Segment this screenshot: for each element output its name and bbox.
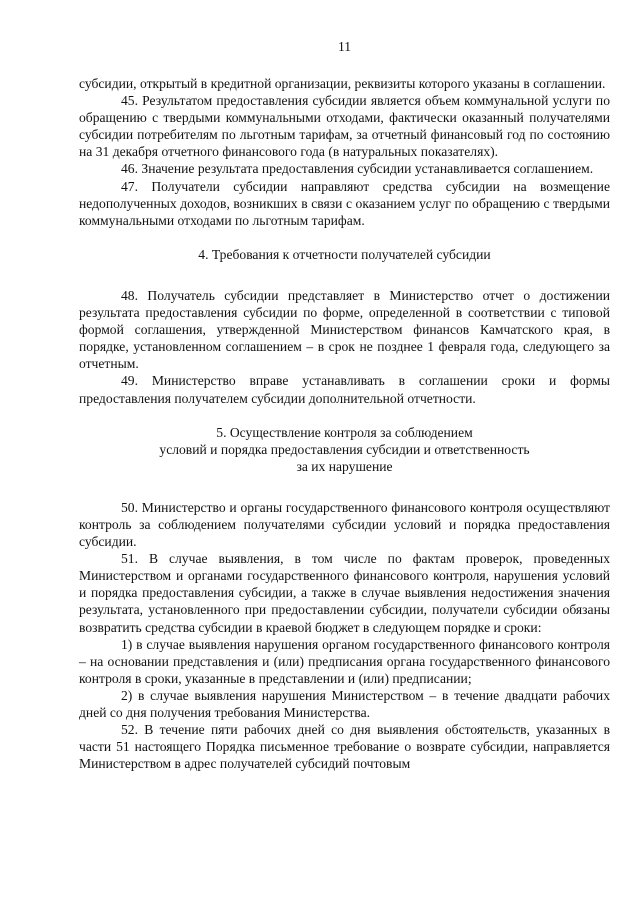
paragraph-48: 48. Получатель субсидии представляет в Министерство отчет о достижении результата предоставления субсидии по форме, определенной в соответствии с типовой формой соглашения, утвержденной Министерством финансов Камчатского края, в порядке, установленном соглашением – в срок не позднее 1 февраля года, следующего за отчетным.	[79, 287, 610, 372]
paragraph-49: 49. Министерство вправе устанавливать в соглашении сроки и формы предоставления получателем субсидии дополнительной отчетности.	[79, 373, 610, 406]
section-4-title: 4. Требования к отчетности получателей субсидии	[198, 246, 491, 262]
section-5-title-line-1: 5. Осуществление контроля за соблюдением	[216, 424, 473, 440]
paragraph-52: 52. В течение пяти рабочих дней со дня выявления обстоятельств, указанных в части 51 настоящего Порядка письменное требование о возврате субсидии, направляется Министерством в адрес получателей субсидий почтовым	[79, 722, 610, 772]
section-5-title-line-2: условий и порядка предоставления субсидии и ответственность	[159, 441, 530, 457]
section-5-title-line-3: за их нарушение	[296, 458, 393, 474]
paragraph-51-item-1: 1) в случае выявления нарушения органом государственного финансового контроля – на основании представления и (или) предписания органа государственного финансового контроля в сроки, указанные в представлении и (или) предписании;	[79, 636, 610, 686]
paragraph-47: 47. Получатели субсидии направляют средства субсидии на возмещение недополученных доходов, возникших в связи с оказанием услуг по обращению с твердыми коммунальными отходами по льготным тарифам.	[79, 178, 610, 228]
document-page	[79, 38, 610, 772]
paragraph-44-end: субсидии, открытый в кредитной организации, реквизиты которого указаны в соглашении.	[79, 76, 606, 91]
paragraph-46: 46. Значение результата предоставления субсидии устанавливается соглашением.	[121, 161, 594, 177]
paragraph-50: 50. Министерство и органы государственного финансового контроля осуществляют контроль за соблюдением получателями субсидии условий и порядка предоставления субсидии.	[79, 499, 610, 550]
paragraph-51-item-2: 2) в случае выявления нарушения Министерством – в течение двадцати рабочих дней со дня получения требования Министерства.	[79, 687, 610, 720]
page-number: 11	[337, 39, 352, 54]
paragraph-45: 45. Результатом предоставления субсидии является объем коммунальной услуги по обращению с твердыми коммунальными отходами, фактически оказанный получателями субсидии потребителям по льготным тарифам, за отчетный финансовый год по состоянию на 31 декабря отчетного финансового года (в натуральных показателях).	[79, 93, 610, 160]
paragraph-51: 51. В случае выявления, в том числе по фактам проверок, проведенных Министерством и органами государственного финансового контроля, нарушения условий и порядка предоставления субсидии, а также в случае выявления недостижения значения результата, установленного при предоставлении субсидии, получатели субсидии обязаны возвратить средства субсидии в краевой бюджет в следующем порядке и сроки:	[79, 551, 610, 635]
